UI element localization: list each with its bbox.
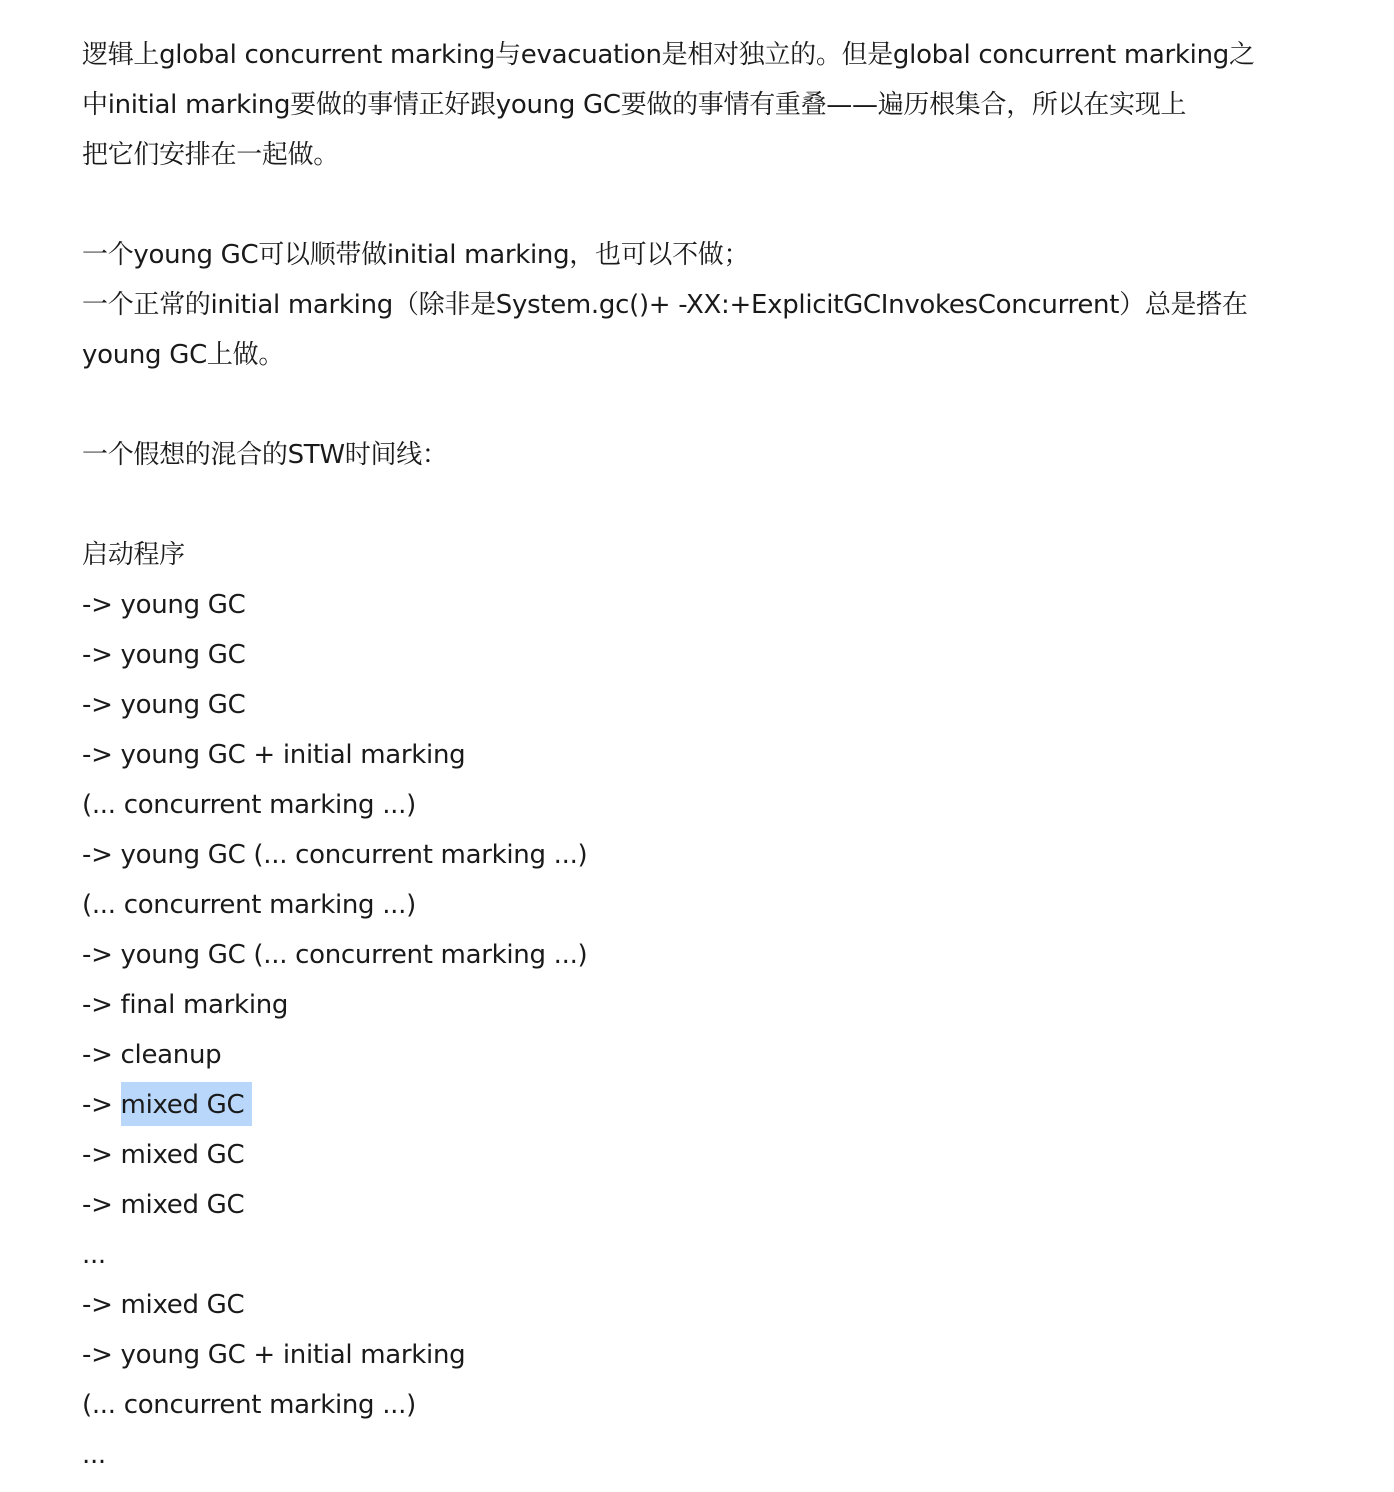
timeline-entry: (... concurrent marking ...) <box>82 1390 416 1420</box>
timeline-entry-prefix: -> <box>82 1090 121 1120</box>
timeline-entry: -> mixed GC <box>82 1140 245 1170</box>
paragraph-2-line-2: 一个正常的initial marking（除非是System.gc()+ -XX:+ExplicitGCInvokesConcurrent）总是搭在 <box>82 290 1248 320</box>
document-body <box>82 30 1272 1480</box>
timeline-heading: 一个假想的混合的STW时间线： <box>82 440 448 470</box>
paragraph-2-line-3: young GC上做。 <box>82 340 285 370</box>
timeline-entry: (... concurrent marking ...) <box>82 890 416 920</box>
paragraph-2-line-1: 一个young GC可以顺带做initial marking，也可以不做； <box>82 240 750 270</box>
timeline-entry: -> young GC + initial marking <box>82 1340 466 1370</box>
paragraph-1-line-1: 逻辑上global concurrent marking与evacuation是相对独立的。但是global concurrent marking之 <box>82 40 1255 70</box>
text-selection[interactable]: mixed GC <box>121 1082 253 1126</box>
timeline-entry: -> cleanup <box>82 1040 222 1070</box>
timeline-start: 启动程序 <box>82 540 185 570</box>
blank-line <box>82 180 1272 230</box>
timeline-entry: -> mixed GC <box>82 1190 245 1220</box>
timeline-entry: -> young GC <box>82 690 246 720</box>
timeline-entry: (... concurrent marking ...) <box>82 790 416 820</box>
paragraph-1-line-2: 中initial marking要做的事情正好跟young GC要做的事情有重叠——遍历根集合，所以在实现上 <box>82 90 1187 120</box>
timeline-entry: -> young GC (... concurrent marking ...) <box>82 840 588 870</box>
paragraph-1-line-3: 把它们安排在一起做。 <box>82 140 340 170</box>
timeline-entry: -> young GC <box>82 590 246 620</box>
blank-line <box>82 380 1272 430</box>
timeline-entry: -> young GC <box>82 640 246 670</box>
timeline-ellipsis: ... <box>82 1240 106 1270</box>
timeline-entry: -> young GC + initial marking <box>82 740 466 770</box>
timeline-entry: -> mixed GC <box>82 1290 245 1320</box>
blank-line <box>82 480 1272 530</box>
timeline-entry-highlighted <box>82 1080 1272 1130</box>
timeline-entry: -> final marking <box>82 990 289 1020</box>
timeline-ellipsis: ... <box>82 1440 106 1470</box>
timeline-entry: -> young GC (... concurrent marking ...) <box>82 940 588 970</box>
